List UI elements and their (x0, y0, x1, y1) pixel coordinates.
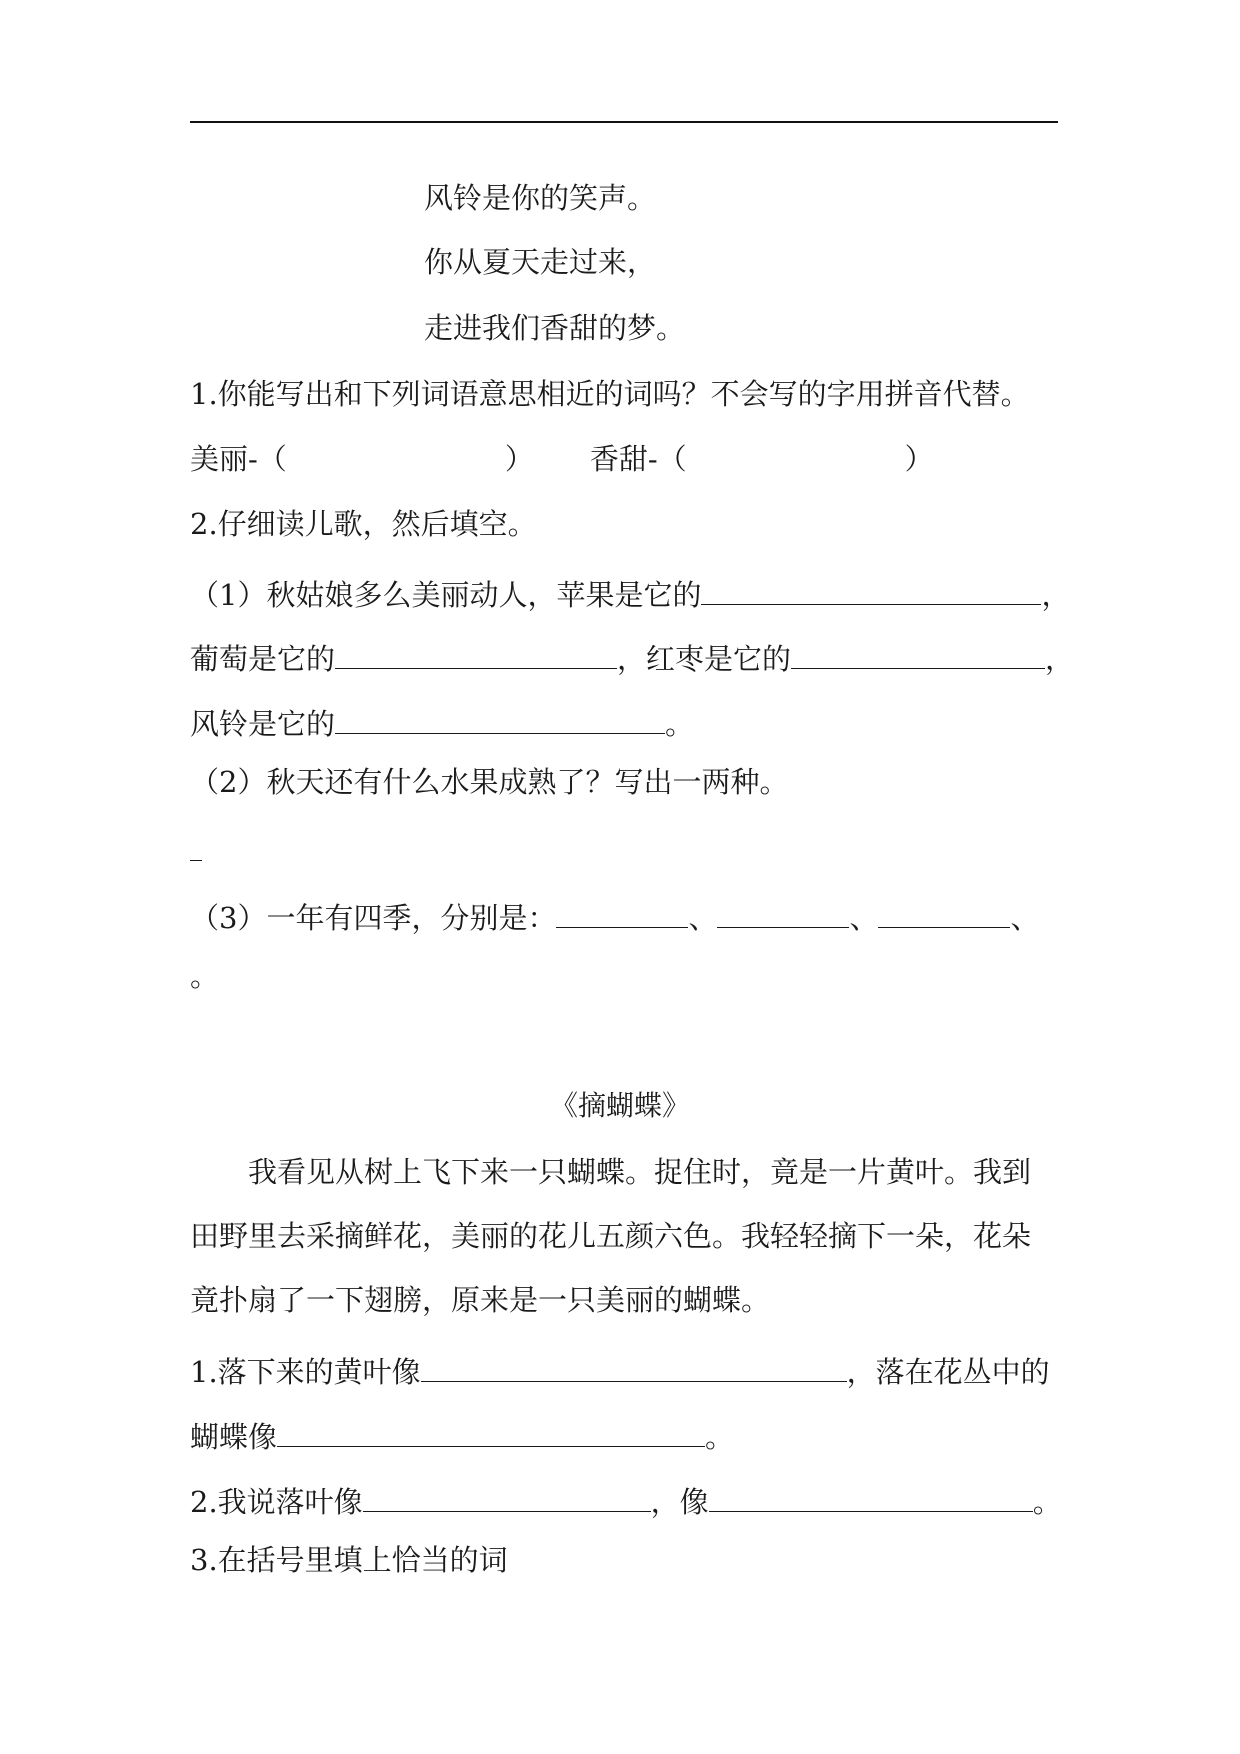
poem-line-1: 风铃是你的笑声。 (424, 181, 657, 215)
enum-sep: 、 (849, 901, 879, 935)
question-2-1-row3 (190, 703, 694, 739)
butterfly-text: 蝴蝶像 (190, 1420, 278, 1454)
blank-season-3[interactable] (878, 897, 1010, 928)
enum-sep: 、 (1010, 901, 1040, 935)
question-2-3-end: 。 (190, 959, 220, 993)
blank-falling-leaf-1[interactable] (363, 1481, 651, 1512)
passage-question-1-text-b: ，落在花丛中的 (846, 1355, 1050, 1389)
passage-title: 《摘蝴蝶》 (549, 1089, 690, 1122)
question-2-2: （2）秋天还有什么水果成熟了？写出一两种。 (190, 765, 789, 799)
blank-windbell[interactable] (335, 703, 665, 734)
answer-blank-fruits[interactable] (190, 860, 202, 861)
synonym-close-2: ） (904, 442, 934, 476)
question-2-3-row (190, 897, 1040, 933)
period: 。 (705, 1420, 735, 1454)
question-1: 1.你能写出和下列词语意思相近的词吗？不会写的字用拼音代替。 (190, 377, 1030, 411)
synonym-label-xiangtian: 香甜-（ (589, 442, 687, 476)
passage-question-2-row (190, 1481, 1062, 1517)
header-rule (190, 121, 1058, 123)
poem-line-3: 走进我们香甜的梦。 (424, 311, 686, 345)
blank-season-2[interactable] (717, 897, 849, 928)
period: 。 (1032, 1485, 1062, 1519)
question-2: 2.仔细读儿歌，然后填空。 (190, 507, 537, 541)
comma: ， (1041, 578, 1071, 612)
blank-jujube[interactable] (791, 638, 1045, 669)
passage-question-2-text-b: ，像 (650, 1485, 709, 1519)
passage-question-1-text: 1.落下来的黄叶像 (190, 1355, 421, 1389)
period: 。 (665, 707, 695, 741)
jujube-text: ，红枣是它的 (617, 642, 792, 676)
grape-text: 葡萄是它的 (190, 642, 336, 676)
passage-line-3: 竟扑扇了一下翅膀，原来是一只美丽的蝴蝶。 (190, 1283, 771, 1317)
passage-question-3: 3.在括号里填上恰当的词 (190, 1543, 508, 1577)
passage-question-2-text: 2.我说落叶像 (190, 1485, 363, 1519)
blank-leaf-like[interactable] (421, 1351, 847, 1382)
blank-apple[interactable] (701, 574, 1041, 605)
synonym-label-meili: 美丽-（ (190, 442, 287, 476)
comma: ， (1045, 642, 1075, 676)
windbell-text: 风铃是它的 (190, 707, 336, 741)
blank-butterfly-like[interactable] (277, 1416, 705, 1447)
question-2-1-text: （1）秋姑娘多么美丽动人，苹果是它的 (190, 578, 702, 612)
passage-question-1-row (190, 1351, 1050, 1387)
passage-line-1: 我看见从树上飞下来一只蝴蝶。捉住时，竟是一片黄叶。我到 (248, 1155, 1032, 1189)
synonym-row (190, 442, 934, 476)
passage-question-1-row2 (190, 1416, 734, 1452)
question-2-1-row2 (190, 638, 1074, 674)
poem-line-2: 你从夏天走过来， (424, 245, 657, 279)
blank-grape[interactable] (335, 638, 617, 669)
passage-line-2: 田野里去采摘鲜花，美丽的花儿五颜六色。我轻轻摘下一朵，花朵 (190, 1219, 1032, 1253)
question-2-3-text: （3）一年有四季，分别是： (190, 901, 557, 935)
question-2-1-row (190, 574, 1070, 610)
blank-season-1[interactable] (556, 897, 688, 928)
synonym-close-1: ） (504, 442, 534, 476)
enum-sep: 、 (688, 901, 718, 935)
blank-falling-leaf-2[interactable] (709, 1481, 1033, 1512)
